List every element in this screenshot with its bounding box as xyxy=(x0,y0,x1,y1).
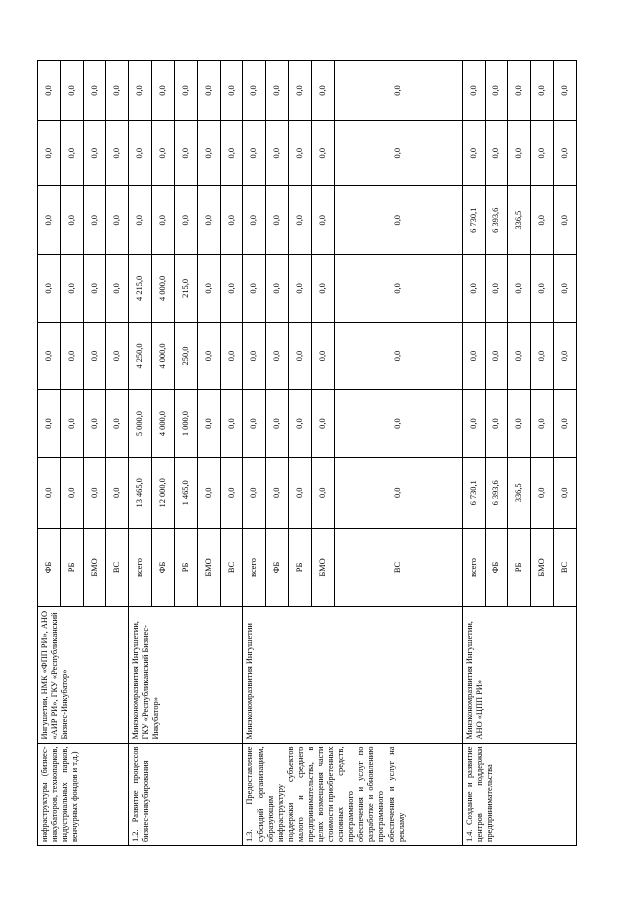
amount-cell: 0,0 xyxy=(311,322,334,390)
amount-cell: 0,0 xyxy=(106,186,129,255)
amount-cell: 0,0 xyxy=(462,61,485,121)
funding-source: РБ xyxy=(60,528,83,607)
amount-cell: 0,0 xyxy=(508,390,531,458)
amount-cell: 0,0 xyxy=(334,61,462,121)
measure-name: 1.2. Развитие процессов бизнес-инкубирования xyxy=(129,743,243,845)
amount-cell: 0,0 xyxy=(243,390,266,458)
funding-source: РБ xyxy=(174,528,197,607)
funding-source: БМО xyxy=(83,528,106,607)
amount-cell: 0,0 xyxy=(129,61,152,121)
amount-cell: 0,0 xyxy=(220,255,243,323)
amount-cell: 0,0 xyxy=(60,61,83,121)
amount-cell: 0,0 xyxy=(220,121,243,186)
amount-cell: 0,0 xyxy=(531,457,554,528)
table-row xyxy=(129,61,152,846)
funding-source: ФБ xyxy=(38,528,61,607)
amount-cell: 0,0 xyxy=(289,390,312,458)
amount-cell: 0,0 xyxy=(197,457,220,528)
amount-cell: 0,0 xyxy=(106,457,129,528)
amount-cell: 0,0 xyxy=(531,390,554,458)
budget-table-body xyxy=(38,61,577,846)
amount-cell: 0,0 xyxy=(508,121,531,186)
amount-cell: 0,0 xyxy=(554,61,577,121)
amount-cell: 0,0 xyxy=(334,457,462,528)
funding-source: ФБ xyxy=(152,528,175,607)
amount-cell: 0,0 xyxy=(106,61,129,121)
amount-cell: 0,0 xyxy=(554,121,577,186)
amount-cell: 0,0 xyxy=(554,390,577,458)
amount-cell: 0,0 xyxy=(311,457,334,528)
amount-cell: 0,0 xyxy=(83,322,106,390)
amount-cell: 0,0 xyxy=(531,186,554,255)
funding-source: ВС xyxy=(220,528,243,607)
funding-source: ФБ xyxy=(266,528,289,607)
amount-cell: 0,0 xyxy=(243,186,266,255)
amount-cell: 0,0 xyxy=(531,61,554,121)
amount-cell: 336,5 xyxy=(508,186,531,255)
amount-cell: 0,0 xyxy=(220,390,243,458)
amount-cell: 0,0 xyxy=(106,322,129,390)
amount-cell: 5 000,0 xyxy=(129,390,152,458)
amount-cell: 0,0 xyxy=(462,255,485,323)
funding-source: РБ xyxy=(289,528,312,607)
amount-cell: 4 000,0 xyxy=(152,322,175,390)
table-row xyxy=(243,61,266,846)
amount-cell: 0,0 xyxy=(266,322,289,390)
amount-cell: 0,0 xyxy=(266,121,289,186)
funding-source: всего xyxy=(243,528,266,607)
amount-cell: 0,0 xyxy=(60,121,83,186)
funding-source: БМО xyxy=(197,528,220,607)
amount-cell: 0,0 xyxy=(38,186,61,255)
amount-cell: 0,0 xyxy=(508,61,531,121)
amount-cell: 0,0 xyxy=(220,61,243,121)
amount-cell: 0,0 xyxy=(38,255,61,323)
amount-cell: 0,0 xyxy=(554,255,577,323)
amount-cell: 0,0 xyxy=(266,457,289,528)
amount-cell: 0,0 xyxy=(38,61,61,121)
funding-source: БМО xyxy=(531,528,554,607)
amount-cell: 0,0 xyxy=(311,390,334,458)
amount-cell: 0,0 xyxy=(83,457,106,528)
funding-source: БМО xyxy=(311,528,334,607)
funding-source: ВС xyxy=(334,528,462,607)
amount-cell: 0,0 xyxy=(462,121,485,186)
amount-cell: 0,0 xyxy=(197,186,220,255)
amount-cell: 0,0 xyxy=(243,121,266,186)
amount-cell: 0,0 xyxy=(38,390,61,458)
table-row xyxy=(462,61,485,846)
amount-cell: 0,0 xyxy=(334,322,462,390)
amount-cell: 0,0 xyxy=(38,322,61,390)
measure-name: инфраструктуры (бизнес-инкубаторов, технопарков, индустриальных парков, венчурных фондов и т.д.) xyxy=(38,743,129,845)
amount-cell: 0,0 xyxy=(60,322,83,390)
amount-cell: 0,0 xyxy=(334,186,462,255)
executor-cell: Минэкономразвития Ингушетии, АНО «ЦПП РИ» xyxy=(462,607,576,743)
funding-source: ВС xyxy=(554,528,577,607)
amount-cell: 0,0 xyxy=(485,121,508,186)
amount-cell: 0,0 xyxy=(485,61,508,121)
amount-cell: 0,0 xyxy=(60,186,83,255)
amount-cell: 0,0 xyxy=(243,255,266,323)
executor-cell: Минэкономразвития Ингушетии, ГКУ «Республиканский Бизнес-Инкубатор» xyxy=(129,607,243,743)
amount-cell: 0,0 xyxy=(38,121,61,186)
amount-cell: 0,0 xyxy=(83,390,106,458)
amount-cell: 0,0 xyxy=(554,186,577,255)
amount-cell: 13 465,0 xyxy=(129,457,152,528)
amount-cell: 0,0 xyxy=(311,255,334,323)
amount-cell: 0,0 xyxy=(152,186,175,255)
amount-cell: 0,0 xyxy=(462,390,485,458)
measure-name: 1.3. Предоставление субсидий организациям, образующим инфраструктуру поддержки субъектов малого и среднего предпринимательства, в целях возмещения части стоимости приобретенных основных средств, программного обеспечения и услуг по разработке и обновлению программного обеспечения и услуг на рекламу xyxy=(243,743,462,845)
funding-source: ВС xyxy=(106,528,129,607)
amount-cell: 0,0 xyxy=(289,186,312,255)
amount-cell: 0,0 xyxy=(311,186,334,255)
amount-cell: 0,0 xyxy=(220,322,243,390)
amount-cell: 0,0 xyxy=(289,457,312,528)
executor-cell: Ингушетии, НМК «ФПП РИ», АНО «АИР РИ», ГКУ «Республиканский Бизнес-Инкубатор» xyxy=(38,607,129,743)
amount-cell: 336,5 xyxy=(508,457,531,528)
executor-cell: Минэкономразвития Ингушетии xyxy=(243,607,462,743)
amount-cell: 0,0 xyxy=(485,255,508,323)
funding-source: РБ xyxy=(508,528,531,607)
amount-cell: 0,0 xyxy=(243,322,266,390)
amount-cell: 0,0 xyxy=(220,457,243,528)
funding-source: всего xyxy=(462,528,485,607)
amount-cell: 0,0 xyxy=(334,390,462,458)
amount-cell: 0,0 xyxy=(243,61,266,121)
amount-cell: 0,0 xyxy=(485,322,508,390)
amount-cell: 0,0 xyxy=(197,61,220,121)
measure-name: 1.4. Создание и развитие центров поддержки предпринимательства xyxy=(462,743,576,845)
amount-cell: 0,0 xyxy=(83,121,106,186)
amount-cell: 0,0 xyxy=(266,255,289,323)
table-row xyxy=(38,61,61,846)
amount-cell: 0,0 xyxy=(266,186,289,255)
amount-cell: 0,0 xyxy=(220,186,243,255)
amount-cell: 0,0 xyxy=(60,255,83,323)
amount-cell: 0,0 xyxy=(311,61,334,121)
amount-cell: 0,0 xyxy=(531,121,554,186)
amount-cell: 0,0 xyxy=(106,390,129,458)
amount-cell: 12 000,0 xyxy=(152,457,175,528)
amount-cell: 0,0 xyxy=(174,121,197,186)
amount-cell: 0,0 xyxy=(60,390,83,458)
amount-cell: 0,0 xyxy=(38,457,61,528)
amount-cell: 0,0 xyxy=(485,390,508,458)
amount-cell: 4 000,0 xyxy=(152,255,175,323)
amount-cell: 0,0 xyxy=(289,322,312,390)
amount-cell: 0,0 xyxy=(289,121,312,186)
amount-cell: 4 000,0 xyxy=(152,390,175,458)
amount-cell: 0,0 xyxy=(508,255,531,323)
amount-cell: 0,0 xyxy=(554,322,577,390)
amount-cell: 0,0 xyxy=(531,322,554,390)
amount-cell: 0,0 xyxy=(174,61,197,121)
amount-cell: 0,0 xyxy=(311,121,334,186)
funding-source: всего xyxy=(129,528,152,607)
amount-cell: 6 393,6 xyxy=(485,457,508,528)
amount-cell: 215,0 xyxy=(174,255,197,323)
amount-cell: 0,0 xyxy=(83,255,106,323)
amount-cell: 0,0 xyxy=(197,322,220,390)
amount-cell: 0,0 xyxy=(334,255,462,323)
amount-cell: 1 000,0 xyxy=(174,390,197,458)
amount-cell: 0,0 xyxy=(554,457,577,528)
amount-cell: 0,0 xyxy=(243,457,266,528)
amount-cell: 0,0 xyxy=(197,121,220,186)
amount-cell: 6 730,1 xyxy=(462,186,485,255)
amount-cell: 4 250,0 xyxy=(129,322,152,390)
amount-cell: 6 730,1 xyxy=(462,457,485,528)
amount-cell: 0,0 xyxy=(266,61,289,121)
amount-cell: 0,0 xyxy=(266,390,289,458)
amount-cell: 0,0 xyxy=(129,186,152,255)
amount-cell: 0,0 xyxy=(83,186,106,255)
amount-cell: 0,0 xyxy=(152,121,175,186)
amount-cell: 0,0 xyxy=(106,255,129,323)
amount-cell: 0,0 xyxy=(289,255,312,323)
amount-cell: 4 215,0 xyxy=(129,255,152,323)
amount-cell: 0,0 xyxy=(531,255,554,323)
amount-cell: 0,0 xyxy=(197,255,220,323)
amount-cell: 0,0 xyxy=(197,390,220,458)
amount-cell: 0,0 xyxy=(106,121,129,186)
amount-cell: 0,0 xyxy=(83,61,106,121)
amount-cell: 0,0 xyxy=(60,457,83,528)
amount-cell: 0,0 xyxy=(334,121,462,186)
funding-source: ФБ xyxy=(485,528,508,607)
rotated-page xyxy=(37,60,577,846)
amount-cell: 6 393,6 xyxy=(485,186,508,255)
amount-cell: 0,0 xyxy=(129,121,152,186)
amount-cell: 0,0 xyxy=(289,61,312,121)
amount-cell: 250,0 xyxy=(174,322,197,390)
budget-table xyxy=(37,60,577,846)
amount-cell: 0,0 xyxy=(508,322,531,390)
amount-cell: 0,0 xyxy=(152,61,175,121)
amount-cell: 0,0 xyxy=(174,186,197,255)
amount-cell: 1 465,0 xyxy=(174,457,197,528)
amount-cell: 0,0 xyxy=(462,322,485,390)
